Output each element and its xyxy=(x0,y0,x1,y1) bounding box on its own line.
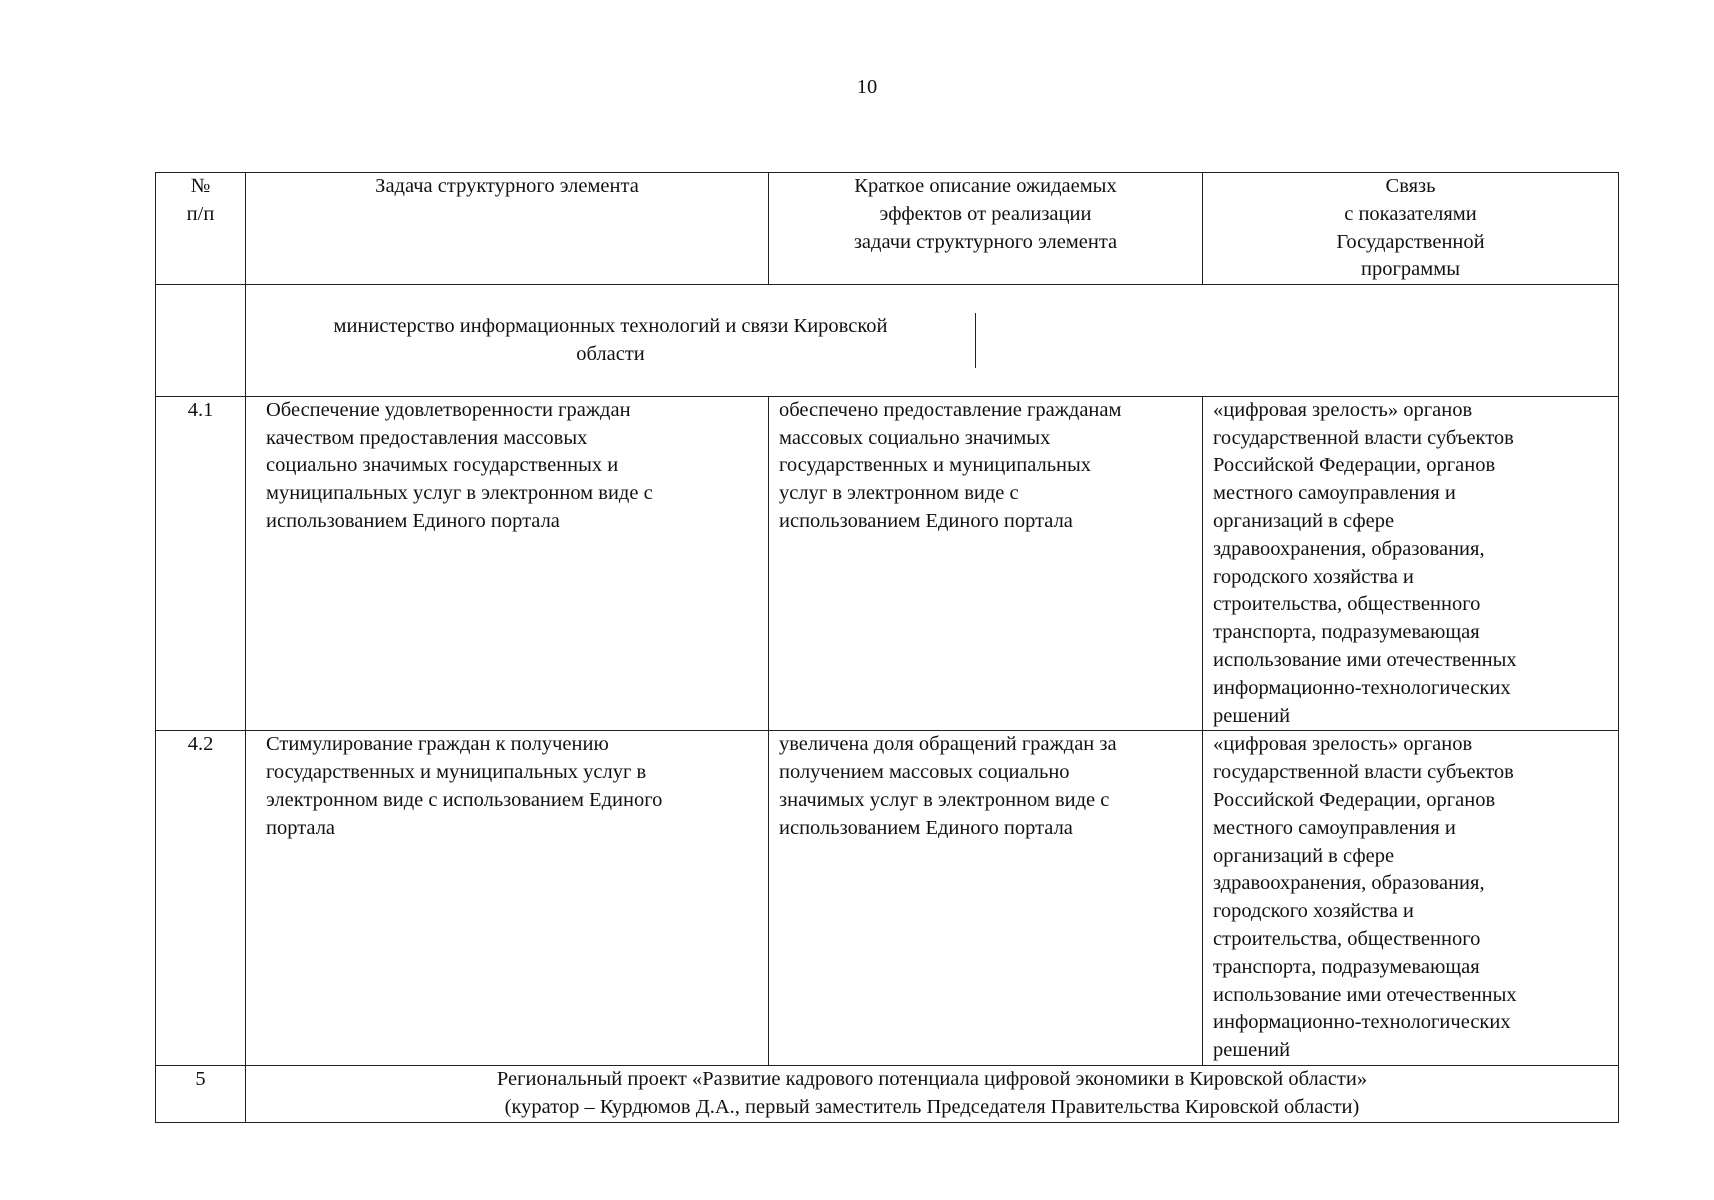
structure-table xyxy=(155,172,1619,1123)
row-number: 4.2 xyxy=(156,731,246,1066)
ministry-cell xyxy=(246,285,1619,397)
table-row xyxy=(156,731,1619,1066)
table-header-row xyxy=(156,173,1619,285)
project-row xyxy=(156,1065,1619,1122)
page-number: 10 xyxy=(856,76,878,98)
row-link: «цифровая зрелость» органов государственной власти субъектов Российской Федерации, органов местного самоуправления и организаций в сфере здравоохранения, образования, городского хозяйства и строительства, общественного транспорта, подразумевающая использование ими отечественных информационно-технологических решений xyxy=(1203,396,1619,731)
project-number: 5 xyxy=(156,1065,246,1122)
project-title: Региональный проект «Развитие кадрового потенциала цифровой экономики в Кировской области» (куратор – Курдюмов Д.А., первый заместитель Председателя Правительства Кировской области) xyxy=(246,1065,1619,1122)
row-effect: увеличена доля обращений граждан за получением массовых социально значимых услуг в электронном виде с использованием Единого портала xyxy=(769,731,1203,1066)
table-row xyxy=(156,396,1619,731)
ministry-name: министерство информационных технологий и связи Кировской области xyxy=(246,313,976,368)
row-task: Обеспечение удовлетворенности граждан качеством предоставления массовых социально значимых государственных и муниципальных услуг в электронном виде с использованием Единого портала xyxy=(246,396,769,731)
header-effect: Краткое описание ожидаемых эффектов от реализации задачи структурного элемента xyxy=(769,173,1203,285)
row-number: 4.1 xyxy=(156,396,246,731)
header-task: Задача структурного элемента xyxy=(246,173,769,285)
header-number: № п/п xyxy=(156,173,246,285)
ministry-row xyxy=(156,285,1619,397)
header-link: Связь с показателями Государственной программы xyxy=(1203,173,1619,285)
ministry-number-cell xyxy=(156,285,246,397)
row-effect: обеспечено предоставление гражданам массовых социально значимых государственных и муниципальных услуг в электронном виде с использованием Единого портала xyxy=(769,396,1203,731)
row-task: Стимулирование граждан к получению государственных и муниципальных услуг в электронном виде с использованием Единого портала xyxy=(246,731,769,1066)
row-link: «цифровая зрелость» органов государственной власти субъектов Российской Федерации, органов местного самоуправления и организаций в сфере здравоохранения, образования, городского хозяйства и строительства, общественного транспорта, подразумевающая использование ими отечественных информационно-технологических решений xyxy=(1203,731,1619,1066)
